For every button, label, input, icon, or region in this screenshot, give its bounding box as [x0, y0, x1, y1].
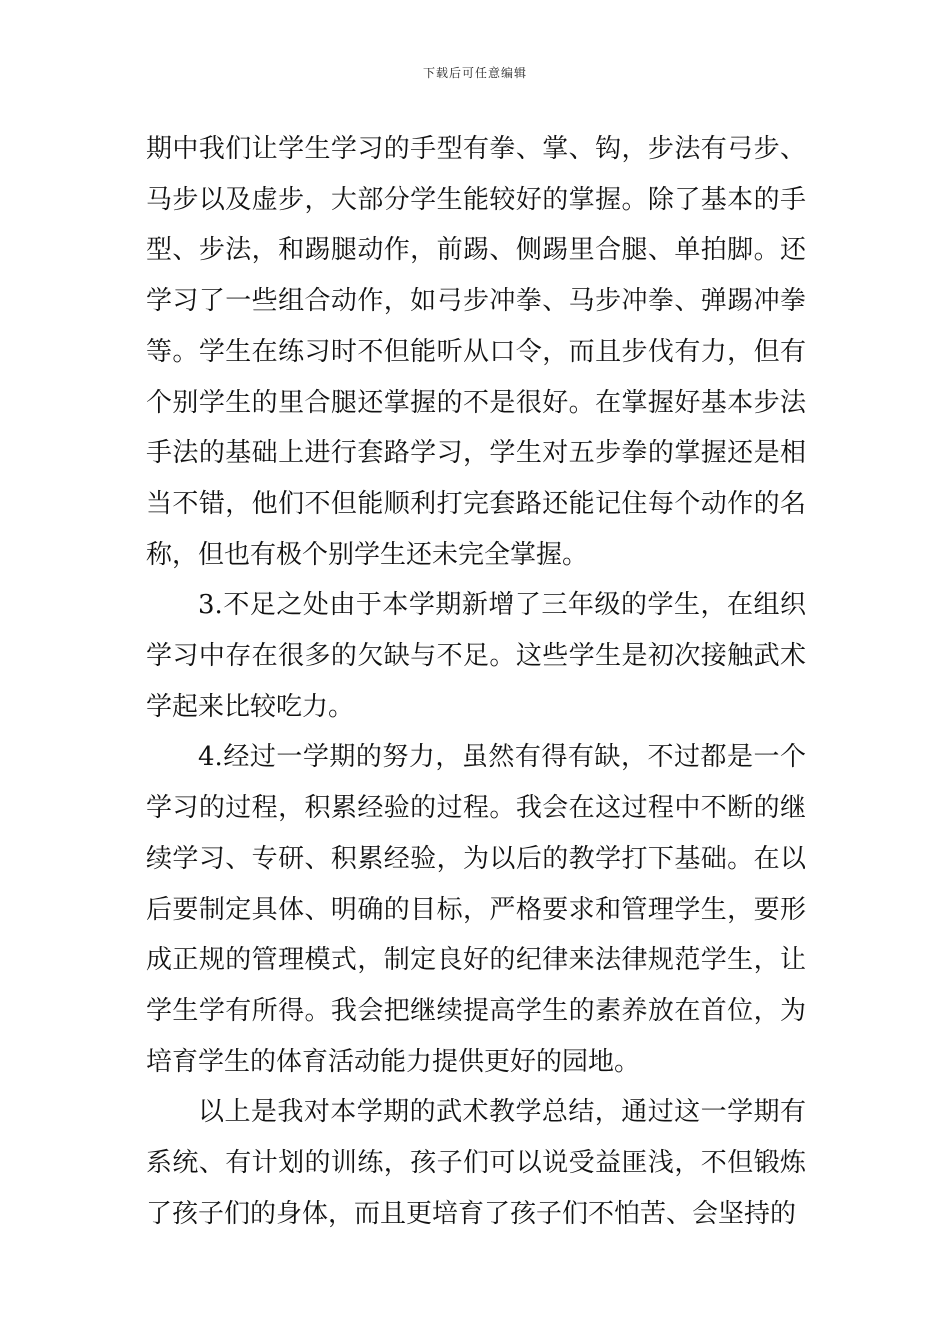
paragraph-summary: 以上是我对本学期的武术教学总结，通过这一学期有系统、有计划的训练，孩子们可以说受益匪浅，不但锻炼了孩子们的身体，而且更培育了孩子们不怕苦、会坚持的 [146, 1097, 806, 1229]
paragraph-continued: 期中我们让学生学习的手型有拳、掌、钩，步法有弓步、马步以及虚步，大部分学生能较好的掌握。除了基本的手型、步法，和踢腿动作，前踢、侧踢里合腿、单拍脚。还学习了一些组合动作，如弓步冲拳、马步冲拳、弹踢冲拳等。学生在练习时不但能听从口令，而且步伐有力，但有个别学生的里合腿还掌握的不是很好。在掌握好基本步法手法的基础上进行套路学习，学生对五步拳的掌握还是相当不错，他们不但能顺利打完套路还能记住每个动作的名称，但也有极个别学生还未完全掌握。 [146, 134, 806, 570]
paragraph-shortcomings: 3.不足之处由于本学期新增了三年级的学生，在组织学习中存在很多的欠缺与不足。这些学生是初次接触武术学起来比较吃力。 [146, 590, 806, 722]
document-body [146, 124, 806, 1239]
page-header: 下载后可任意编辑 [422, 66, 527, 80]
paragraph-plans: 4.经过一学期的努力，虽然有得有缺，不过都是一个学习的过程，积累经验的过程。我会在这过程中不断的继续学习、专研、积累经验，为以后的教学打下基础。在以后要制定具体、明确的目标，严格要求和管理学生，要形成正规的管理模式，制定良好的纪律来法律规范学生，让学生学有所得。我会把继续提高学生的素养放在首位，为培育学生的体育活动能力提供更好的园地。 [146, 742, 806, 1077]
